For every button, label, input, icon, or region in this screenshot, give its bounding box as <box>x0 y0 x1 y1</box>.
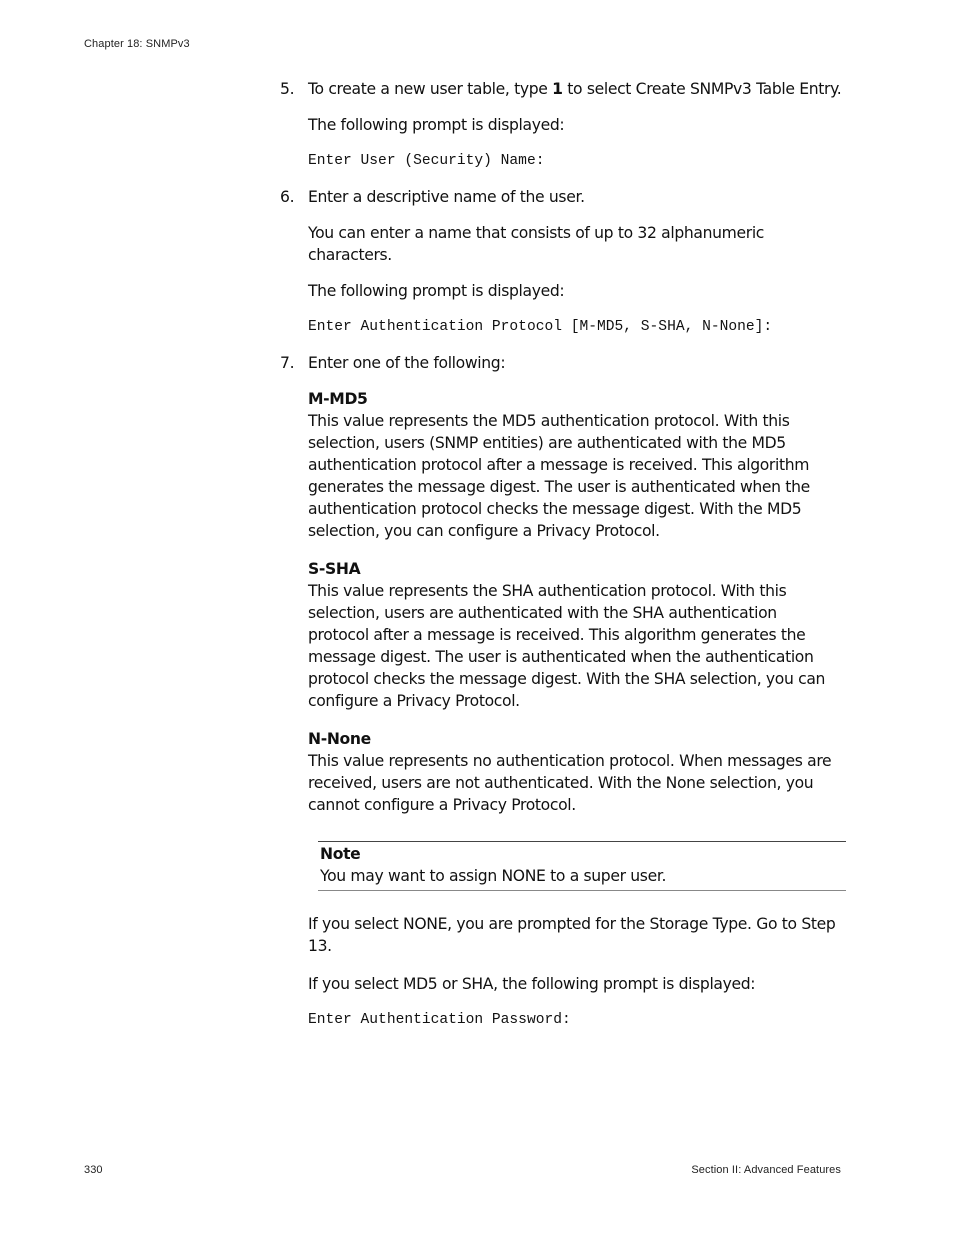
option-term: N-None <box>308 730 371 748</box>
step-6 <box>280 186 842 338</box>
note-title: Note <box>320 845 361 863</box>
page-body <box>280 78 842 1031</box>
page-number: 330 <box>84 1164 103 1176</box>
step-5-text <box>308 78 842 100</box>
option-description: This value represents the SHA authentication protocol. With this selection, users are authenticated with the SHA authentication protocol after a message is received. This algorithm generates the message digest. The user is authenticated when the authentication protocol checks the message digest. With the SHA selection, you can configure a Privacy Protocol. <box>308 582 826 710</box>
cli-prompt: Enter Authentication Protocol [M-MD5, S-SHA, N-None]: <box>308 319 773 335</box>
step-bold-value: 1 <box>552 80 563 98</box>
section-title: Section II: Advanced Features <box>691 1164 841 1176</box>
step-5 <box>280 78 842 172</box>
step-number: 7. <box>280 354 295 372</box>
prompt-intro: The following prompt is displayed: <box>308 116 565 134</box>
option-none <box>308 728 842 816</box>
step-6-text: Enter a descriptive name of the user. <box>308 188 585 206</box>
none-instruction: If you select NONE, you are prompted for the Storage Type. Go to Step 13. <box>308 915 836 955</box>
note-box <box>318 841 846 891</box>
step-number: 5. <box>280 80 295 98</box>
step-7 <box>280 352 842 816</box>
prompt-intro: The following prompt is displayed: <box>308 282 565 300</box>
after-note <box>280 913 842 1031</box>
option-description: This value represents no authentication protocol. When messages are received, users are not authenticated. With the None selection, you cannot configure a Privacy Protocol. <box>308 752 832 814</box>
option-md5 <box>308 388 842 542</box>
step-text-part: to select Create SNMPv3 Table Entry. <box>562 80 842 98</box>
option-term: S-SHA <box>308 560 361 578</box>
step-number: 6. <box>280 188 295 206</box>
option-term: M-MD5 <box>308 390 368 408</box>
md5-sha-instruction: If you select MD5 or SHA, the following prompt is displayed: <box>308 975 756 993</box>
option-description: This value represents the MD5 authentication protocol. With this selection, users (SNMP entities) are authenticated with the MD5 authentication protocol after a message is received. This algorithm generates the message digest. The user is authenticated when the authentication protocol checks the message digest. With the MD5 selection, you can configure a Privacy Protocol. <box>308 412 810 540</box>
cli-prompt: Enter Authentication Password: <box>308 1012 571 1028</box>
note-text: You may want to assign NONE to a super user. <box>320 867 667 885</box>
cli-prompt: Enter User (Security) Name: <box>308 153 545 169</box>
step-text-part: To create a new user table, type <box>308 80 553 98</box>
running-header: Chapter 18: SNMPv3 <box>84 38 190 50</box>
step-7-text: Enter one of the following: <box>308 354 506 372</box>
step-6-detail: You can enter a name that consists of up to 32 alphanumeric characters. <box>308 224 765 264</box>
option-sha <box>308 558 842 712</box>
